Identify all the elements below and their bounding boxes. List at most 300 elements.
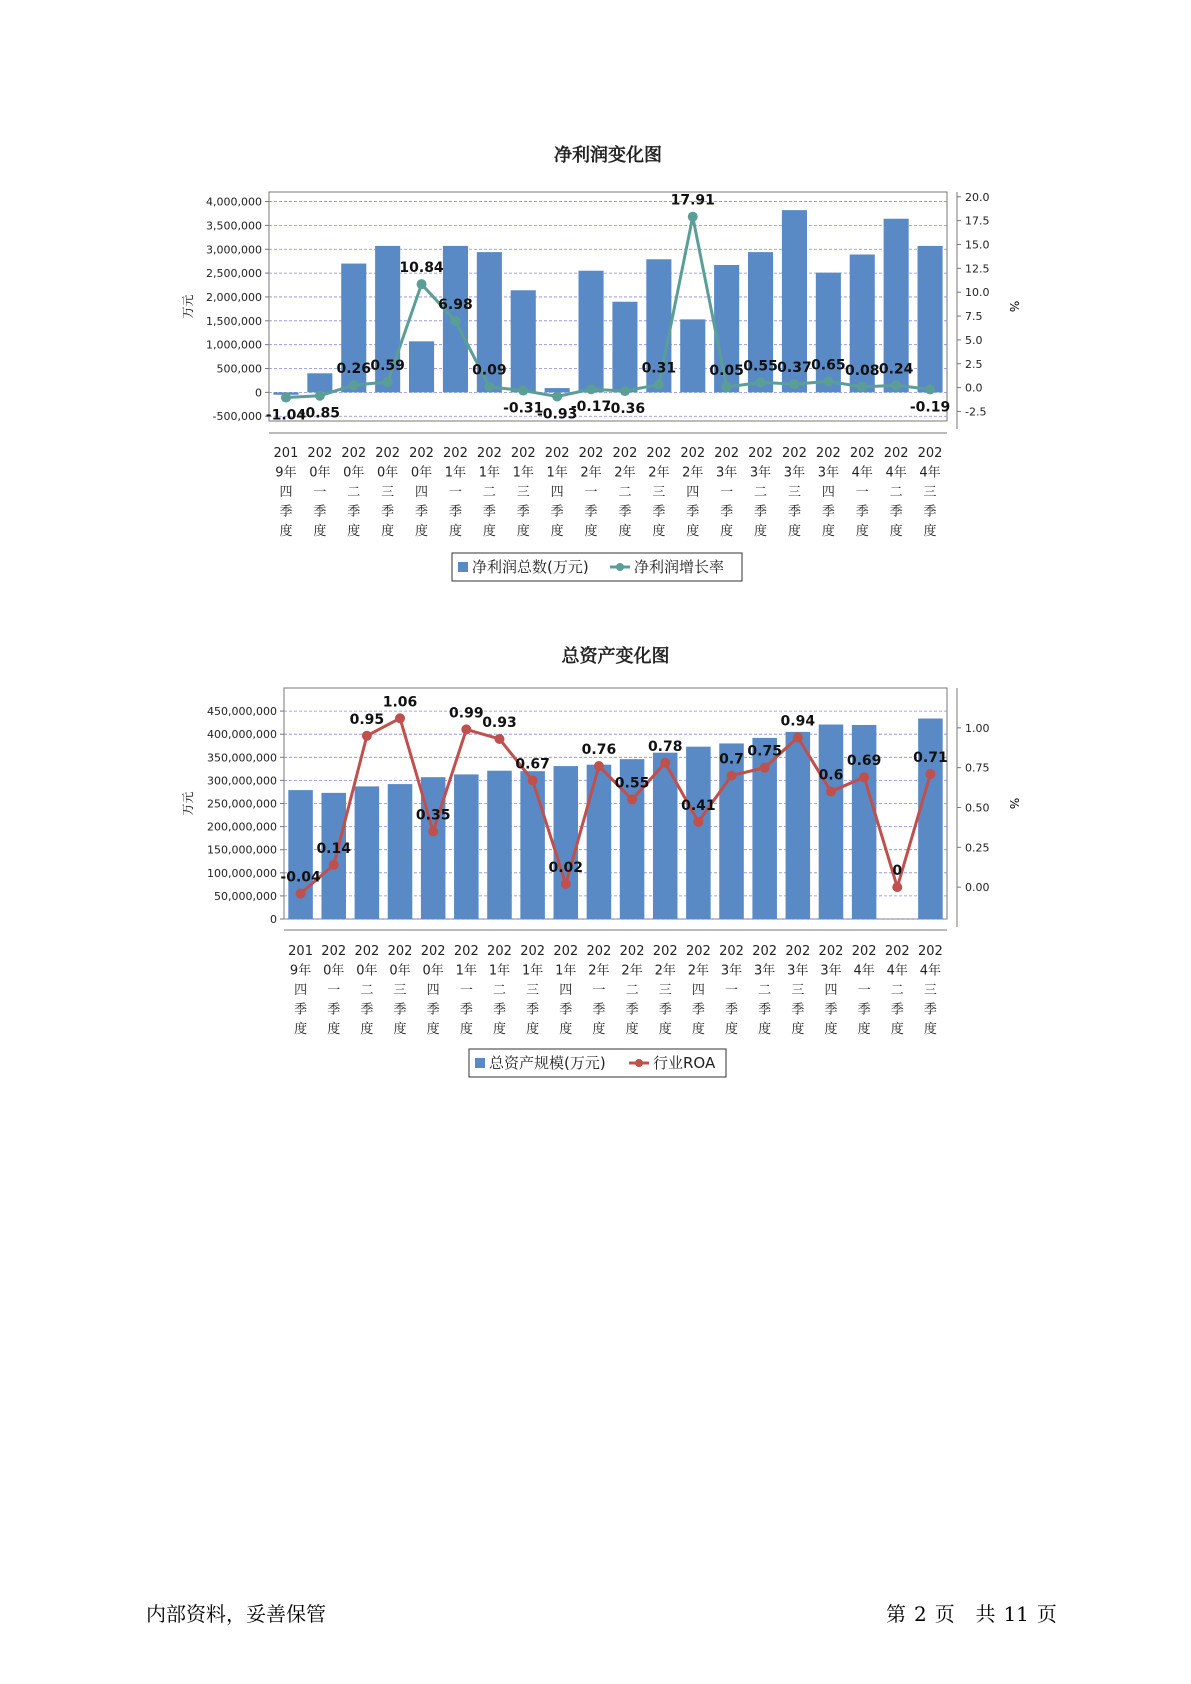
y-axis-label: 万元 (181, 294, 195, 319)
x-tick-label (782, 446, 807, 539)
x-tick-label-line: 202 (619, 944, 645, 959)
x-tick-label-line: 季 (526, 1002, 540, 1018)
x-tick-label-line: 季 (559, 1002, 573, 1018)
x-tick-label (686, 944, 711, 1037)
x-tick-label (487, 944, 512, 1037)
data-label: 0.93 (482, 714, 517, 731)
x-tick-label-line: 二 (758, 983, 772, 998)
legend-line-marker (616, 563, 624, 571)
y2-tick-label: 0.25 (965, 841, 990, 855)
legend-line-label: 净利润增长率 (634, 558, 725, 576)
x-tick-label (274, 446, 299, 539)
y2-tick-label: 15.0 (965, 238, 990, 252)
y2-axis-label: % (1007, 797, 1021, 810)
line-point (823, 376, 833, 386)
y2-tick-label: 1.00 (965, 721, 990, 735)
bar (388, 784, 413, 919)
x-tick-label (850, 446, 875, 539)
x-tick-label-line: 202 (487, 944, 512, 959)
x-tick-label (375, 446, 400, 539)
bar (819, 724, 844, 919)
x-tick-label-line: 度 (625, 1022, 639, 1037)
x-tick-label-line: 度 (890, 1022, 904, 1037)
y2-tick-label: 20.0 (965, 190, 990, 204)
x-tick-label-line: 3年 (720, 963, 743, 979)
line-point (826, 787, 836, 797)
line-point (484, 382, 494, 392)
bar (918, 718, 943, 919)
x-tick-label-line: 四 (821, 485, 835, 500)
data-label: 0.78 (647, 738, 683, 755)
x-tick-label-line: 3年 (754, 963, 776, 979)
x-tick-label-line: 202 (586, 944, 612, 959)
x-tick-label-line: 3年 (820, 963, 842, 979)
data-label: 0.05 (709, 363, 744, 380)
x-tick-label-line: 三 (652, 485, 666, 500)
x-tick-label-line: 2年 (588, 963, 610, 979)
bar (487, 771, 512, 919)
x-tick-label-line: 度 (360, 1022, 374, 1037)
line-point (349, 380, 359, 390)
x-tick-label-line: 一 (855, 485, 869, 500)
x-tick-label-line: 三 (393, 983, 407, 998)
x-tick-label-line: 1年 (521, 963, 544, 979)
x-tick-label-line: 度 (327, 1022, 341, 1037)
x-tick-label-line: 2年 (614, 465, 636, 481)
x-tick-label-line: 季 (855, 504, 869, 520)
x-tick-label-line: 202 (818, 944, 844, 959)
line-point (417, 279, 427, 289)
y-axis-label: 万元 (181, 791, 195, 816)
bar (554, 766, 579, 919)
line-point (925, 769, 935, 779)
line-point (281, 393, 291, 403)
legend (469, 1049, 726, 1077)
data-label: 0.55 (614, 775, 650, 792)
x-tick-label-line: 一 (857, 983, 871, 998)
x-tick-label-line: 3年 (783, 465, 806, 481)
x-tick-label-line: 202 (785, 944, 811, 959)
data-label: 0.09 (472, 362, 507, 379)
data-label: -0.04 (280, 869, 321, 886)
x-tick-label-line: 二 (347, 485, 361, 500)
x-tick-label-line: 季 (426, 1002, 440, 1018)
x-tick-label-line: 季 (824, 1002, 838, 1018)
x-tick-label-line: 三 (516, 485, 530, 500)
x-tick-label-line: 202 (453, 944, 479, 959)
x-tick-label-line: 季 (360, 1002, 374, 1018)
data-label: 0.08 (844, 362, 880, 379)
bar (816, 273, 841, 393)
x-tick-label-line: 度 (857, 1022, 871, 1037)
x-tick-label-line: 度 (725, 1022, 739, 1037)
x-tick-label-line: 202 (443, 446, 468, 461)
data-label: 0.24 (878, 361, 914, 378)
bar (288, 790, 313, 919)
x-tick-label-line: 季 (294, 1002, 308, 1018)
y2-tick-label: 0.00 (965, 881, 990, 895)
data-label: 0.75 (747, 743, 782, 760)
y-tick-label: 150,000,000 (207, 843, 277, 857)
x-tick-label-line: 2年 (621, 963, 643, 979)
x-tick-label-line: 季 (313, 504, 327, 520)
x-tick-label-line: 一 (725, 983, 739, 998)
chart-title: 总资产变化图 (561, 646, 670, 667)
x-tick-label-line: 2年 (687, 963, 710, 979)
x-tick-label-line: 三 (526, 983, 540, 998)
x-tick-label (553, 944, 578, 1037)
x-tick-label-line: 二 (625, 983, 639, 998)
data-label: 0.59 (370, 357, 405, 374)
x-tick-label-line: 季 (791, 1002, 805, 1018)
x-tick-label-line: 202 (510, 446, 536, 461)
x-tick-label-line: 一 (592, 983, 606, 998)
x-tick-label (477, 446, 502, 539)
x-tick-label-line: 度 (393, 1022, 407, 1037)
x-tick-label-line: 度 (415, 524, 429, 539)
x-tick-label-line: 202 (918, 944, 943, 959)
y-tick-label: 0 (270, 913, 277, 926)
x-tick-label-line: 202 (815, 446, 841, 461)
x-tick-label (421, 944, 446, 1037)
y-tick-label: 4,000,000 (206, 195, 262, 209)
y-tick-label: 200,000,000 (207, 820, 277, 834)
bar (355, 786, 380, 919)
x-tick-label (719, 944, 744, 1037)
data-label: 0.37 (777, 360, 812, 377)
line-point (494, 734, 504, 744)
x-tick-label (587, 944, 612, 1037)
x-tick-label-line: 202 (321, 944, 347, 959)
y2-tick-label: 10.0 (965, 286, 990, 300)
x-tick-label (341, 446, 366, 539)
x-tick-label (354, 944, 379, 1037)
line-point (857, 382, 867, 392)
x-tick-label-line: 3年 (749, 465, 772, 481)
x-tick-label-line: 202 (544, 446, 570, 461)
x-tick-label-line: 四 (426, 983, 440, 998)
x-tick-label-line: 季 (857, 1002, 871, 1018)
x-tick-label-line: 季 (889, 504, 903, 520)
line-point (329, 860, 339, 870)
y-tick-label: 2,000,000 (206, 290, 262, 304)
x-tick-label-line: 202 (917, 446, 943, 461)
x-tick-label (918, 446, 943, 539)
x-tick-label-line: 四 (415, 485, 429, 500)
x-tick-label-line: 季 (720, 504, 734, 520)
line-point (428, 826, 438, 836)
y-tick-label: -500,000 (212, 410, 262, 424)
x-tick-label-line: 度 (658, 1022, 672, 1037)
page-indicator (882, 1598, 1061, 1627)
x-tick-label-line: 2年 (580, 465, 602, 481)
x-tick-label-line: 季 (890, 1002, 904, 1018)
line-point (627, 795, 637, 805)
x-tick-label (714, 446, 739, 539)
x-tick-label-line: 202 (375, 446, 401, 461)
bar (680, 319, 705, 392)
y2-tick-label: 5.0 (965, 333, 983, 347)
x-tick-label-line: 度 (791, 1022, 805, 1037)
x-tick-label-line: 季 (459, 1002, 473, 1018)
y-tick-label: 250,000,000 (207, 797, 277, 811)
x-tick-label (646, 446, 671, 539)
x-tick-label-line: 度 (584, 524, 598, 539)
x-tick-label-line: 202 (685, 944, 711, 959)
x-tick-label-line: 度 (459, 1022, 473, 1037)
x-tick-label-line: 度 (855, 524, 869, 539)
y-tick-label: 400,000,000 (207, 728, 277, 742)
line-point (450, 316, 460, 326)
x-tick-label-line: 度 (313, 524, 327, 539)
line-point (727, 771, 737, 781)
x-tick-label-line: 0年 (377, 465, 399, 481)
line-point (789, 379, 799, 389)
x-tick-label-line: 三 (787, 485, 801, 500)
y2-tick-label: 12.5 (965, 262, 990, 276)
y2-tick-label: -2.5 (965, 405, 987, 419)
x-tick-label-line: 0年 (422, 963, 444, 979)
x-tick-label-line: 季 (492, 1002, 506, 1018)
x-tick-label-line: 度 (691, 1022, 705, 1037)
x-tick-label-line: 二 (618, 485, 632, 500)
line-point (722, 382, 732, 392)
x-tick-label (443, 446, 468, 539)
x-tick-label-line: 201 (273, 446, 299, 461)
x-tick-label-line: 202 (476, 446, 502, 461)
x-tick-label-line: 1年 (478, 465, 500, 481)
x-tick-label-line: 度 (923, 524, 937, 539)
x-tick-label-line: 202 (680, 446, 706, 461)
x-tick-label-line: 202 (884, 944, 910, 959)
x-tick-label-line: 一 (584, 485, 598, 500)
line-point (561, 879, 571, 889)
line-point (892, 882, 902, 892)
x-tick-label-line: 度 (758, 1022, 772, 1037)
line-point (654, 380, 664, 390)
y-tick-label: 1,500,000 (206, 314, 262, 328)
x-tick-label-line: 度 (618, 524, 632, 539)
x-tick-label-line: 季 (787, 504, 801, 520)
x-tick-label-line: 三 (923, 485, 937, 500)
x-tick-label (680, 446, 705, 539)
y-tick-label: 450,000,000 (207, 705, 277, 719)
x-tick-label-line: 度 (492, 1022, 506, 1037)
y-tick-label: 3,000,000 (206, 243, 262, 257)
x-tick-label-line: 度 (652, 524, 666, 539)
line-point (315, 391, 325, 401)
y-tick-label: 3,500,000 (206, 219, 262, 233)
legend-bar-label: 总资产规模(万元) (489, 1054, 606, 1072)
x-tick-label-line: 1年 (555, 963, 577, 979)
y2-axis-label: % (1007, 300, 1021, 313)
data-label: 0.35 (415, 807, 451, 824)
x-tick-label (409, 446, 434, 539)
x-tick-label-line: 0年 (356, 963, 378, 979)
line-point (891, 380, 901, 390)
y-tick-label: 500,000 (216, 362, 262, 376)
x-tick-label-line: 度 (787, 524, 801, 539)
x-tick-label-line: 季 (821, 504, 835, 520)
data-label: 0.7 (719, 751, 744, 768)
x-tick-label-line: 季 (725, 1002, 739, 1018)
x-tick-label-line: 一 (448, 485, 462, 500)
line-point (383, 377, 393, 387)
x-tick-label-line: 202 (652, 944, 678, 959)
x-tick-label-line: 四 (294, 983, 308, 998)
x-tick-label-line: 三 (658, 983, 672, 998)
data-label: 0.71 (913, 750, 948, 767)
x-tick-label-line: 度 (426, 1022, 440, 1037)
data-label: -0.85 (299, 405, 341, 422)
x-tick-label-line: 0年 (323, 963, 345, 979)
confidential-notice: 内部资料，妥善保管 (146, 1602, 326, 1626)
x-tick-label-line: 度 (516, 524, 530, 539)
y2-tick-label: 0.50 (965, 801, 990, 815)
x-tick-label-line: 1年 (455, 963, 477, 979)
x-tick-label-line: 三 (791, 983, 805, 998)
x-tick-label-line: 一 (313, 485, 327, 500)
x-tick-label-line: 季 (625, 1002, 639, 1018)
x-tick-label-line: 1年 (488, 963, 511, 979)
data-label: 0 (892, 863, 903, 880)
x-tick-label-line: 0年 (309, 465, 331, 481)
x-tick-label-line: 2年 (682, 465, 704, 481)
x-tick-label-line: 4年 (851, 465, 873, 481)
x-tick-label-line: 季 (686, 504, 700, 520)
x-tick-label-line: 1年 (546, 465, 568, 481)
x-tick-label (748, 446, 773, 539)
x-tick-label-line: 3年 (787, 963, 809, 979)
x-tick-label (852, 944, 877, 1037)
net-profit-chart (0, 135, 1191, 605)
x-tick-label-line: 9年 (275, 465, 297, 481)
x-tick-label-line: 4年 (919, 963, 942, 979)
x-tick-label (321, 944, 346, 1037)
y-tick-label: 350,000,000 (207, 751, 277, 765)
x-tick-label-line: 季 (347, 504, 361, 520)
x-tick-label-line: 季 (448, 504, 462, 520)
x-tick-label-line: 202 (578, 446, 604, 461)
total-unit: 页 (1036, 1602, 1057, 1626)
x-tick-label-line: 202 (714, 446, 740, 461)
x-tick-label-line: 季 (691, 1002, 705, 1018)
data-label: 0.41 (681, 797, 716, 814)
bar (454, 774, 479, 919)
x-tick-label-line: 季 (658, 1002, 672, 1018)
line-point (793, 732, 803, 742)
x-tick-label (885, 944, 910, 1037)
x-tick-label (579, 446, 604, 539)
line-point (528, 775, 538, 785)
data-label: -0.93 (536, 406, 578, 423)
bar (511, 290, 536, 392)
x-tick-label-line: 202 (646, 446, 672, 461)
legend-line-marker (635, 1059, 643, 1067)
x-tick-label (620, 944, 645, 1037)
x-tick-label-line: 季 (393, 1002, 407, 1018)
total-prefix: 共 (975, 1602, 996, 1626)
x-tick-label-line: 202 (748, 446, 773, 461)
y-tick-label: 300,000,000 (207, 774, 277, 788)
x-tick-label-line: 季 (550, 504, 564, 520)
bar (918, 246, 943, 392)
x-tick-label (520, 944, 545, 1037)
x-tick-label-line: 二 (889, 485, 903, 500)
x-tick-label-line: 202 (420, 944, 446, 959)
y-tick-label: 2,500,000 (206, 267, 262, 281)
x-tick-label-line: 2年 (654, 963, 676, 979)
x-tick-label-line: 季 (652, 504, 666, 520)
x-tick-label-line: 季 (754, 504, 768, 520)
line-point (594, 761, 604, 771)
x-tick-label-line: 一 (720, 485, 734, 500)
data-label: 0.76 (581, 742, 617, 759)
x-tick-label (307, 446, 332, 539)
x-tick-label-line: 季 (923, 504, 937, 520)
x-tick-label (819, 944, 844, 1037)
chart-title: 净利润变化图 (554, 145, 662, 166)
x-tick-label-line: 一 (327, 983, 341, 998)
x-tick-label (785, 944, 810, 1037)
x-tick-label-line: 三 (381, 485, 395, 500)
x-tick-label-line: 二 (360, 983, 374, 998)
net-profit-chart-svg (0, 135, 1191, 605)
line-point (859, 772, 869, 782)
data-label: -1.04 (265, 407, 307, 424)
x-tick-label-line: 四 (559, 983, 573, 998)
data-label: 0.31 (641, 360, 677, 377)
line-point (552, 391, 562, 401)
x-tick-label-line: 201 (288, 944, 313, 959)
data-label: -0.17 (570, 399, 612, 416)
data-label: 1.06 (382, 694, 418, 711)
data-label: 0.14 (316, 840, 351, 857)
y-tick-label: 100,000,000 (207, 866, 277, 880)
x-tick-label-line: 度 (720, 524, 734, 539)
bar (579, 271, 604, 393)
x-tick-label-line: 202 (520, 944, 546, 959)
line-point (756, 377, 766, 387)
x-tick-label (388, 944, 413, 1037)
bar (719, 743, 744, 919)
x-tick-label-line: 度 (559, 1022, 573, 1037)
legend-bar-swatch (475, 1058, 485, 1068)
bar (587, 765, 612, 919)
legend-line-label: 行业ROA (653, 1054, 716, 1072)
x-tick-label-line: 季 (381, 504, 395, 520)
x-tick-label-line: 季 (758, 1002, 772, 1018)
x-tick-label-line: 度 (448, 524, 462, 539)
x-tick-label (545, 446, 570, 539)
x-tick-label-line: 度 (821, 524, 835, 539)
x-tick-label-line: 2年 (648, 465, 670, 481)
page-prefix: 第 (886, 1602, 906, 1626)
line-point (362, 731, 372, 741)
data-label: 10.84 (399, 260, 444, 277)
x-tick-label-line: 季 (516, 504, 530, 520)
x-tick-label-line: 202 (719, 944, 744, 959)
x-tick-label (816, 446, 841, 539)
data-label: -0.19 (909, 399, 951, 416)
x-tick-label-line: 202 (409, 446, 434, 461)
data-label: -0.31 (503, 400, 544, 417)
x-tick-label-line: 3年 (716, 465, 738, 481)
x-tick-label-line: 季 (923, 1002, 937, 1018)
x-tick-label (511, 446, 536, 539)
x-tick-label-line: 季 (618, 504, 632, 520)
x-tick-label-line: 4年 (885, 465, 907, 481)
